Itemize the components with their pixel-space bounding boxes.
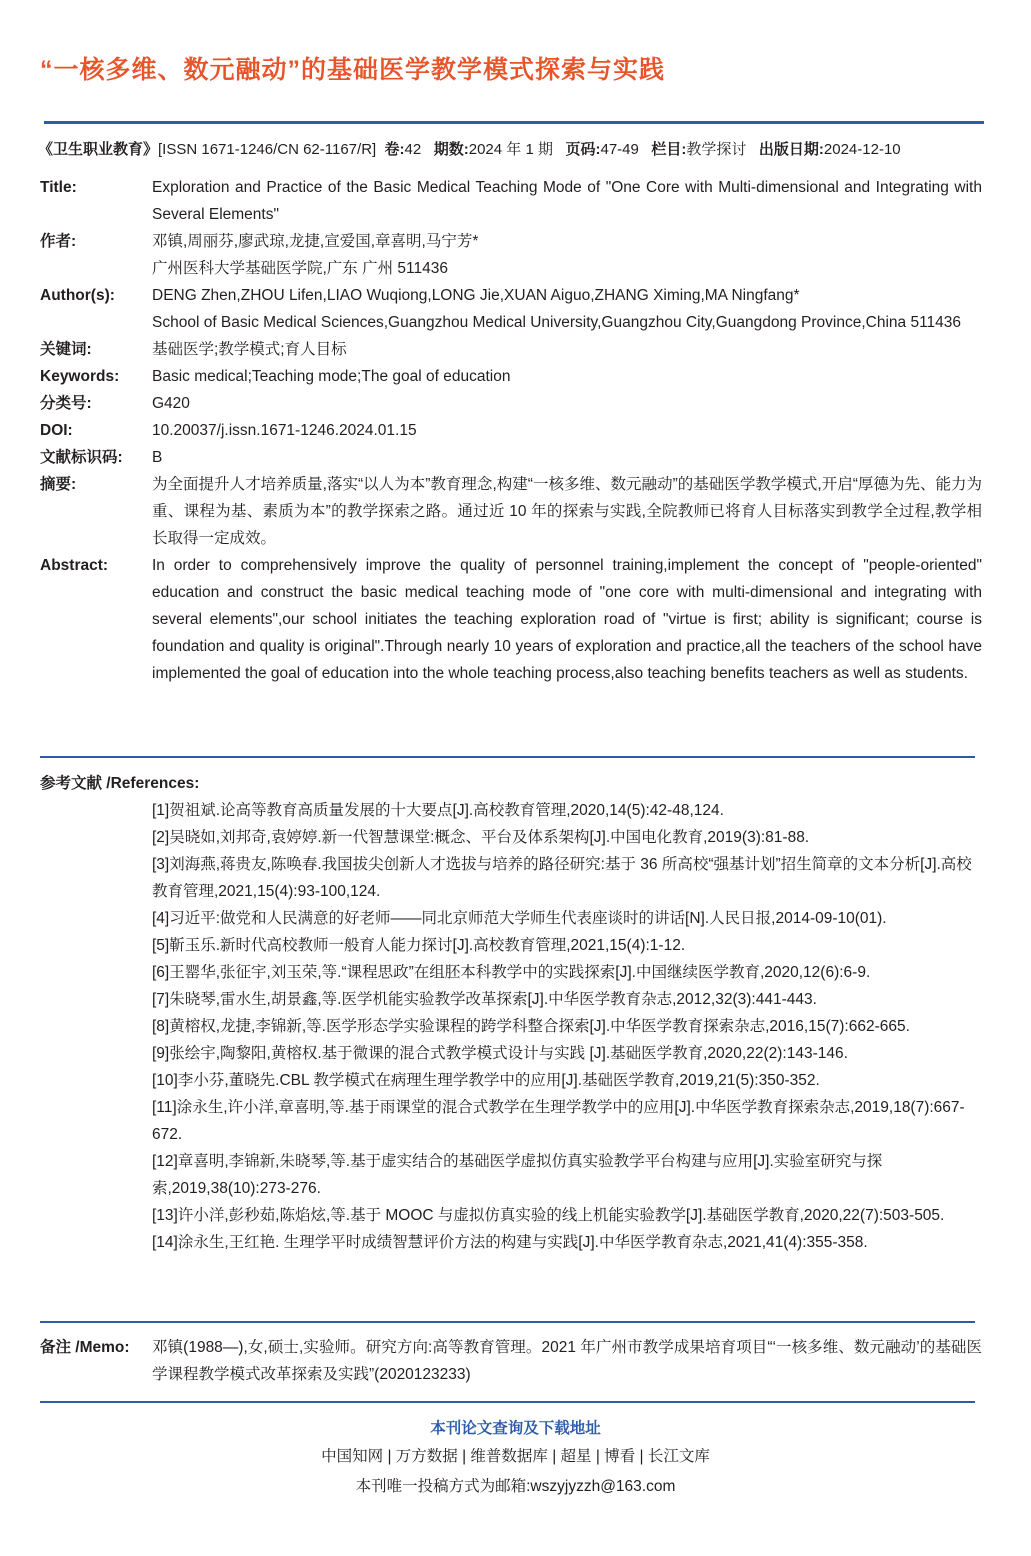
references (40, 770, 982, 1256)
info-line: 邓镇,周丽芬,廖武琼,龙捷,宣爱国,章喜明,马宁芳* (152, 233, 479, 250)
info-row (40, 471, 982, 552)
info-row (40, 174, 982, 228)
info-value (152, 174, 982, 228)
issue-label: 期数: (433, 141, 469, 158)
info-label: 文献标识码: (40, 449, 123, 466)
info-value (152, 552, 982, 687)
memo-text: 邓镇(1988—),女,硕士,实验师。研究方向:高等教育管理。2021 年广州市教学成果培育项目“‘一核多维、数元融动’的基础医学课程教学模式改革探索及实践”(2020123233) (152, 1339, 982, 1383)
info-line: Exploration and Practice of the Basic Medical Teaching Mode of "One Core with Multi-dimensional and Integrating with Several Elements" (152, 179, 982, 223)
divider (40, 1401, 975, 1403)
info-line: DENG Zhen,ZHOU Lifen,LIAO Wuqiong,LONG Jie,XUAN Aiguo,ZHANG Ximing,MA Ningfang* (152, 287, 800, 304)
info-label: 关键词: (40, 341, 92, 358)
reference-item: [10]李小芬,董晓先.CBL 教学模式在病理生理学教学中的应用[J].基础医学教育,2019,21(5):350-352. (152, 1072, 820, 1089)
journal-meta (38, 138, 984, 159)
reference-item: [12]章喜明,李锦新,朱晓琴,等.基于虚实结合的基础医学虚拟仿真实验教学平台构建与应用[J].实验室研究与探索,2019,38(10):273-276. (152, 1153, 883, 1197)
reference-item: [9]张绘宇,陶黎阳,黄榕权.基于微课的混合式教学模式设计与实践 [J].基础医学教育,2020,22(2):143-146. (152, 1045, 848, 1062)
info-line: In order to comprehensively improve the quality of personnel training,implement the concept of "people-oriented" education and construct the basic medical teaching mode of "one core with multi-dimensional and integrating with several elements",our school initiates the teaching exploration road of "virtue is first; ability is significant; course is foundation and quality is original".Through nearly 10 years of exploration and practice,all the teachers of the school have implemented the goal of education into the whole teaching process,also teaching benefits teachers as well as students. (152, 557, 982, 682)
info-row (40, 282, 982, 336)
info-value (152, 471, 982, 552)
info-value (152, 336, 982, 363)
info-label: Title: (40, 179, 77, 196)
info-label: 分类号: (40, 395, 92, 412)
info-line: Basic medical;Teaching mode;The goal of education (152, 368, 511, 385)
reference-item: [5]靳玉乐.新时代高校教师一般育人能力探讨[J].高校教育管理,2021,15(4):1-12. (152, 937, 686, 954)
info-row (40, 336, 982, 363)
info-line: G420 (152, 395, 190, 412)
date: 2024-12-10 (823, 141, 901, 158)
volume: 42 (404, 141, 422, 158)
reference-item: [8]黄榕权,龙捷,李锦新,等.医学形态学实验课程的跨学科整合探索[J].中华医学教育探索杂志,2016,15(7):662-665. (152, 1018, 910, 1035)
reference-item: [6]王罂华,张征宇,刘玉荣,等.“课程思政”在组胚本科教学中的实践探索[J].中国继续医学教育,2020,12(6):6-9. (152, 964, 871, 981)
reference-item: [11]涂永生,许小洋,章喜明,等.基于雨课堂的混合式教学在生理学教学中的应用[J].中华医学教育探索杂志,2019,18(7):667-672. (152, 1099, 965, 1143)
memo-label: 备注 /Memo: (40, 1339, 130, 1356)
reference-item: [4]习近平:做党和人民满意的好老师——同北京师范大学师生代表座谈时的讲话[N].人民日报,2014-09-10(01). (152, 910, 887, 927)
column: 教学探讨 (686, 141, 747, 158)
article-title: “一核多维、数元融动”的基础医学教学模式探索与实践 (40, 56, 666, 84)
info-label: Keywords: (40, 368, 120, 385)
reference-item: [7]朱晓琴,雷水生,胡景鑫,等.医学机能实验教学改革探索[J].中华医学教育杂志,2012,32(3):441-443. (152, 991, 817, 1008)
article-info (40, 174, 982, 687)
issn: [ISSN 1671-1246/CN 62-1167/R] (158, 141, 377, 158)
reference-item: [14]涂永生,王红艳. 生理学平时成绩智慧评价方法的构建与实践[J].中华医学教育杂志,2021,41(4):355-358. (152, 1234, 868, 1251)
info-label: 作者: (40, 233, 77, 250)
reference-item: [1]贺祖斌.论高等教育高质量发展的十大要点[J].高校教育管理,2020,14(5):42-48,124. (152, 802, 724, 819)
info-value (152, 417, 982, 444)
info-line: 广州医科大学基础医学院,广东 广州 511436 (152, 260, 448, 277)
info-row (40, 228, 982, 282)
pages: 47-49 (600, 141, 639, 158)
pages-label: 页码: (565, 141, 601, 158)
info-label: Abstract: (40, 557, 109, 574)
references-heading: 参考文献 /References: (40, 775, 200, 792)
divider (44, 121, 984, 124)
info-row (40, 417, 982, 444)
info-line: School of Basic Medical Sciences,Guangzhou Medical University,Guangzhou City,Guangdong Province,China 511436 (152, 314, 962, 331)
column-label: 栏目: (651, 141, 687, 158)
reference-item: [13]许小洋,彭秒茹,陈焰炫,等.基于 MOOC 与虚拟仿真实验的线上机能实验教学[J].基础医学教育,2020,22(7):503-505. (152, 1207, 945, 1224)
divider (40, 756, 975, 758)
info-line: B (152, 449, 163, 466)
reference-item: [2]吴晓如,刘邦奇,袁婷婷.新一代智慧课堂:概念、平台及体系架构[J].中国电化教育,2019(3):81-88. (152, 829, 810, 846)
info-value (152, 390, 982, 417)
journal-name: 《卫生职业教育》 (38, 141, 159, 158)
memo (40, 1334, 982, 1388)
submission-email[interactable]: 本刊唯一投稿方式为邮箱:wszyjyzzh@163.com (355, 1478, 676, 1495)
info-label: 摘要: (40, 476, 77, 493)
divider (40, 1321, 975, 1323)
info-value (152, 282, 982, 336)
info-row (40, 552, 982, 687)
database-links[interactable]: 中国知网 | 万方数据 | 维普数据库 | 超星 | 博看 | 长江文库 (321, 1448, 710, 1465)
info-value (152, 363, 982, 390)
footer-heading: 本刊论文查询及下载地址 (430, 1420, 601, 1437)
info-value (152, 444, 982, 471)
info-label: Author(s): (40, 287, 115, 304)
info-row (40, 363, 982, 390)
info-line: 基础医学;教学模式;育人目标 (152, 341, 347, 358)
info-label: DOI: (40, 422, 73, 439)
reference-item: [3]刘海燕,蒋贵友,陈唤春.我国拔尖创新人才选拔与培养的路径研究:基于 36 所高校“强基计划”招生简章的文本分析[J].高校教育管理,2021,15(4):93-100,124. (152, 856, 972, 900)
issue: 2024 年 1 期 (468, 141, 553, 158)
info-line: 为全面提升人才培养质量,落实“以人为本”教育理念,构建“一核多维、数元融动”的基础医学教学模式,开启“厚德为先、能力为重、课程为基、素质为本”的教学探索之路。通过近 10 年的探索与实践,全院教师已将育人目标落实到教学全过程,教学相长取得一定成效。 (152, 476, 982, 547)
info-line: 10.20037/j.issn.1671-1246.2024.01.15 (152, 422, 417, 439)
volume-label: 卷: (384, 141, 405, 158)
date-label: 出版日期: (758, 141, 824, 158)
info-row (40, 390, 982, 417)
info-row (40, 444, 982, 471)
info-value (152, 228, 982, 282)
